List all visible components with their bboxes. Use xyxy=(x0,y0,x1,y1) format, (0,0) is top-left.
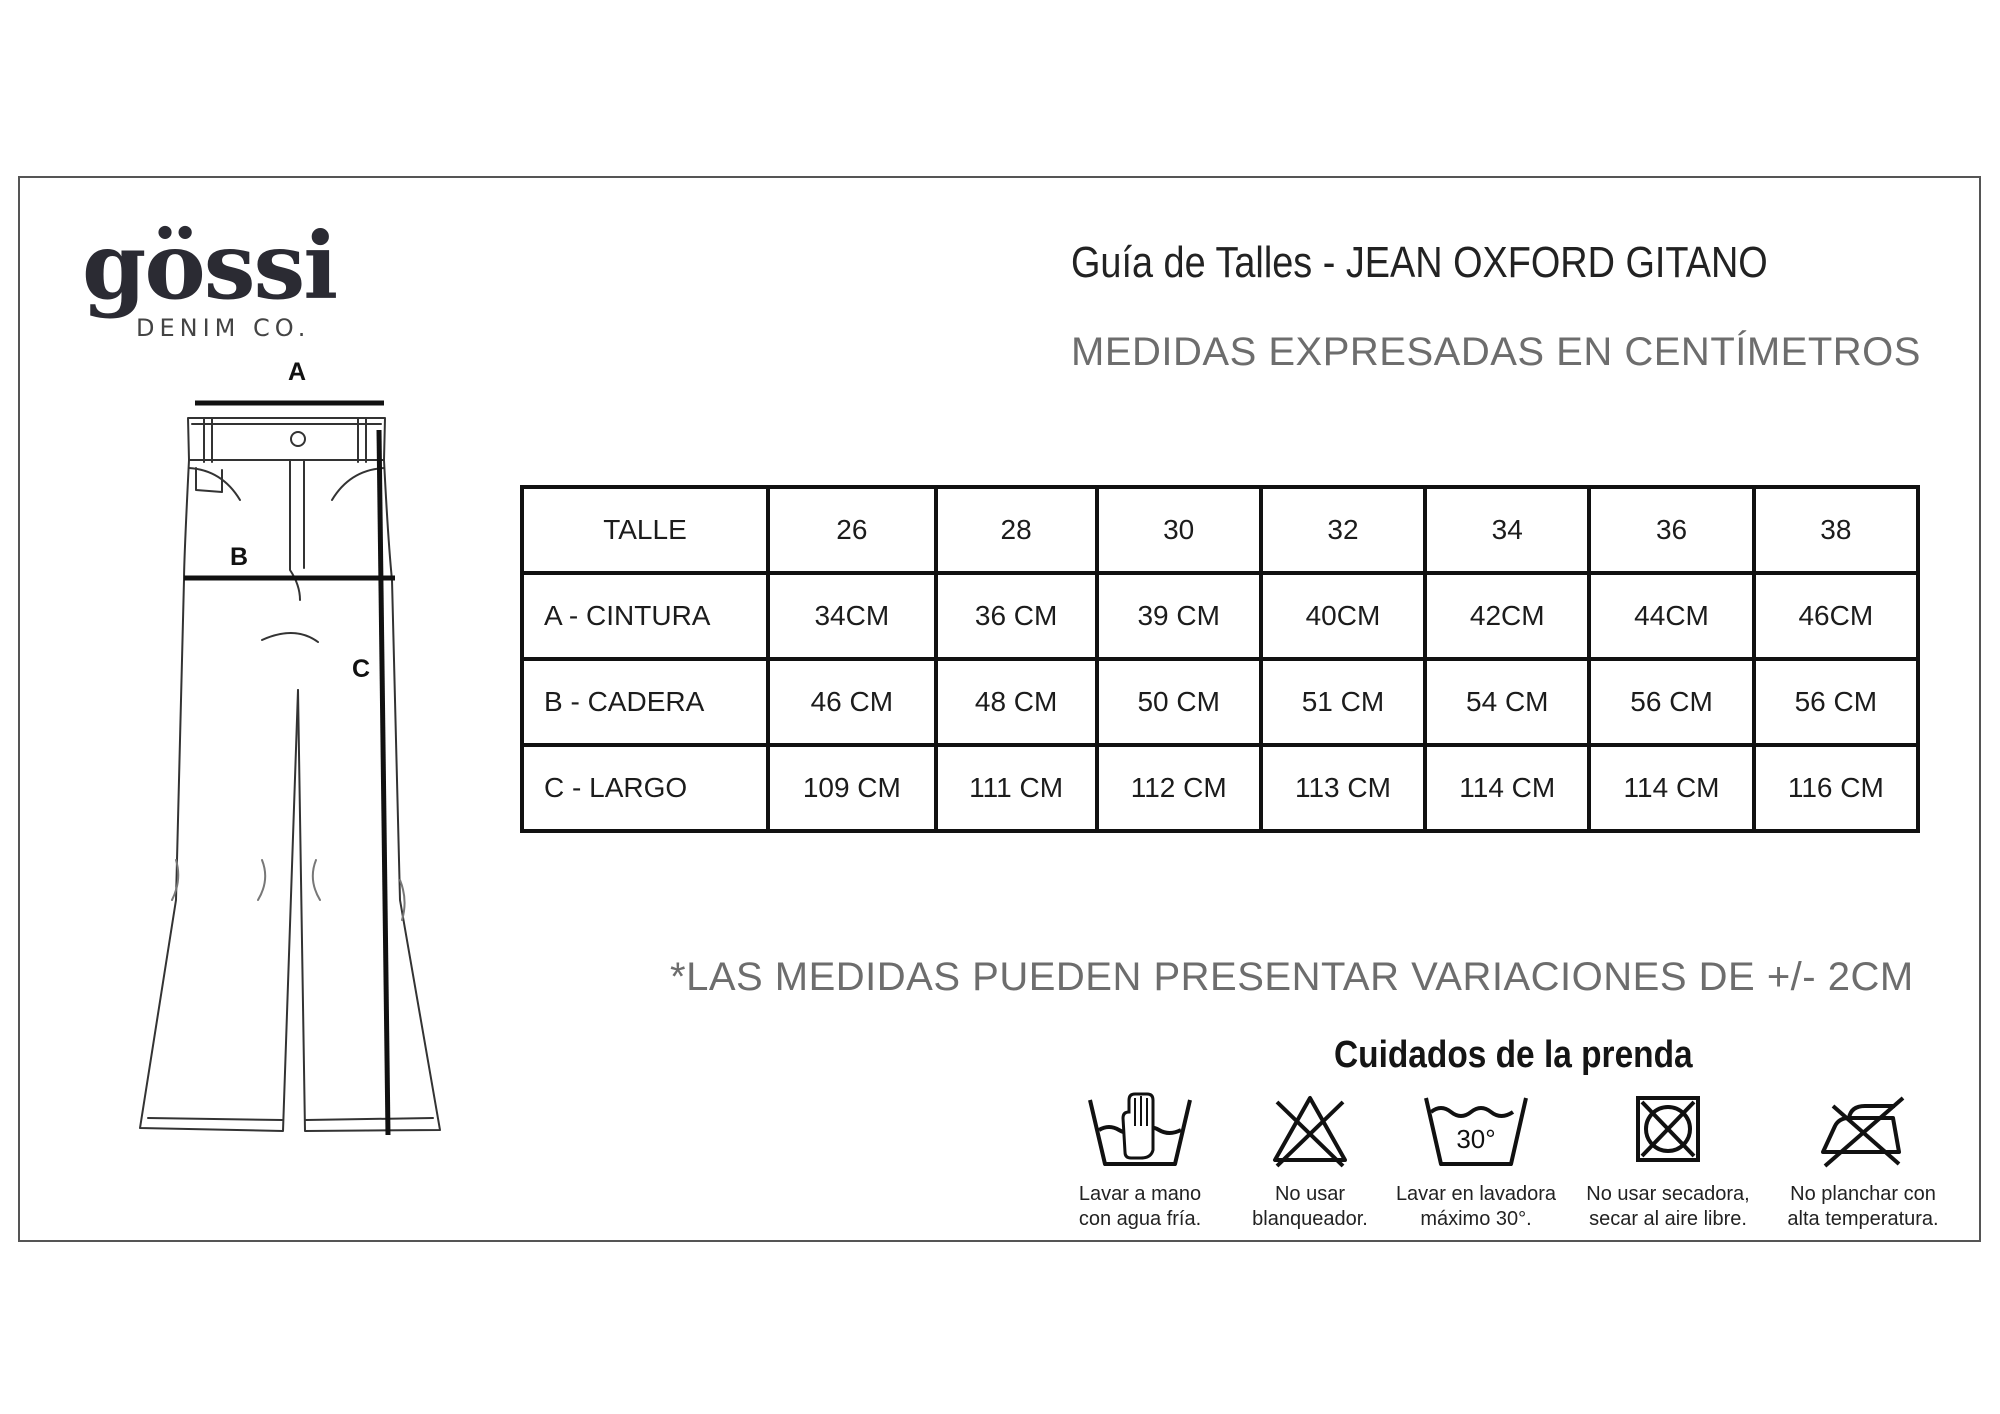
units-subtitle: MEDIDAS EXPRESADAS EN CENTÍMETROS xyxy=(1071,330,1921,374)
page-title: Guía de Talles - JEAN OXFORD GITANO xyxy=(1071,238,1768,287)
care-item-machine-wash xyxy=(1376,1090,1576,1232)
row-label-largo xyxy=(522,745,768,831)
measure-label-b: B xyxy=(230,543,249,571)
table-cell: 112 CM xyxy=(1097,745,1261,831)
measure-label-c: C xyxy=(352,655,371,683)
size-header-cell: 36 xyxy=(1589,487,1753,573)
table-row xyxy=(522,659,1918,745)
table-cell: 56 CM xyxy=(1589,659,1753,745)
size-header-cell: 34 xyxy=(1425,487,1589,573)
size-table xyxy=(520,485,1920,833)
row-label: - LARGO xyxy=(564,772,688,803)
table-cell: 34CM xyxy=(768,573,936,659)
no-iron-icon xyxy=(1813,1090,1913,1170)
care-caption: No usar secadora, secar al aire libre. xyxy=(1586,1183,1750,1230)
table-cell: 48 CM xyxy=(936,659,1097,745)
no-bleach-icon xyxy=(1265,1090,1355,1170)
variation-note: *LAS MEDIDAS PUEDEN PRESENTAR VARIACIONES DE +/- 2CM xyxy=(670,955,1914,999)
table-cell: 114 CM xyxy=(1589,745,1753,831)
row-letter: B xyxy=(544,686,563,717)
table-cell: 40CM xyxy=(1261,573,1425,659)
care-caption: No usar blanqueador. xyxy=(1252,1183,1368,1230)
table-cell: 51 CM xyxy=(1261,659,1425,745)
jeans-diagram xyxy=(130,370,460,1150)
no-tumble-dry-icon xyxy=(1628,1090,1708,1170)
table-cell: 109 CM xyxy=(768,745,936,831)
care-item-no-iron xyxy=(1763,1090,1963,1232)
measure-label-a: A xyxy=(288,358,307,386)
row-label: - CINTURA xyxy=(561,600,711,631)
brand-logo: gössi xyxy=(82,212,337,320)
hand-wash-icon xyxy=(1085,1090,1195,1170)
row-label: - CADERA xyxy=(562,686,705,717)
wash-temperature: 30° xyxy=(1456,1124,1496,1154)
table-cell: 36 CM xyxy=(936,573,1097,659)
table-cell: 113 CM xyxy=(1261,745,1425,831)
care-caption: Lavar en lavadora máximo 30°. xyxy=(1395,1183,1557,1230)
table-cell: 50 CM xyxy=(1097,659,1261,745)
table-row xyxy=(522,745,1918,831)
size-header-cell: 32 xyxy=(1261,487,1425,573)
care-caption: Lavar a mano con agua fría. xyxy=(1078,1183,1202,1230)
table-header-row xyxy=(522,487,1918,573)
size-header-cell: 28 xyxy=(936,487,1097,573)
row-letter: C xyxy=(544,772,565,803)
table-cell: 42CM xyxy=(1425,573,1589,659)
table-cell: 46 CM xyxy=(768,659,936,745)
table-cell: 56 CM xyxy=(1754,659,1918,745)
table-cell: 54 CM xyxy=(1425,659,1589,745)
size-header-cell: 26 xyxy=(768,487,936,573)
care-title: Cuidados de la prenda xyxy=(1334,1034,1693,1076)
care-item-no-tumble-dry xyxy=(1568,1090,1768,1232)
table-cell: 111 CM xyxy=(936,745,1097,831)
size-header-cell: 30 xyxy=(1097,487,1261,573)
table-row xyxy=(522,573,1918,659)
table-cell: 39 CM xyxy=(1097,573,1261,659)
care-caption: No planchar con alta temperatura. xyxy=(1787,1183,1939,1230)
size-header-cell: 38 xyxy=(1754,487,1918,573)
row-label-cadera xyxy=(522,659,768,745)
table-cell: 44CM xyxy=(1589,573,1753,659)
machine-wash-30-icon xyxy=(1421,1090,1531,1170)
table-cell: 116 CM xyxy=(1754,745,1918,831)
table-cell: 114 CM xyxy=(1425,745,1589,831)
brand-tagline: DENIM CO. xyxy=(136,314,311,342)
row-label-cintura xyxy=(522,573,768,659)
row-letter: A xyxy=(544,600,562,631)
table-corner-cell: TALLE xyxy=(522,487,768,573)
table-cell: 46CM xyxy=(1754,573,1918,659)
